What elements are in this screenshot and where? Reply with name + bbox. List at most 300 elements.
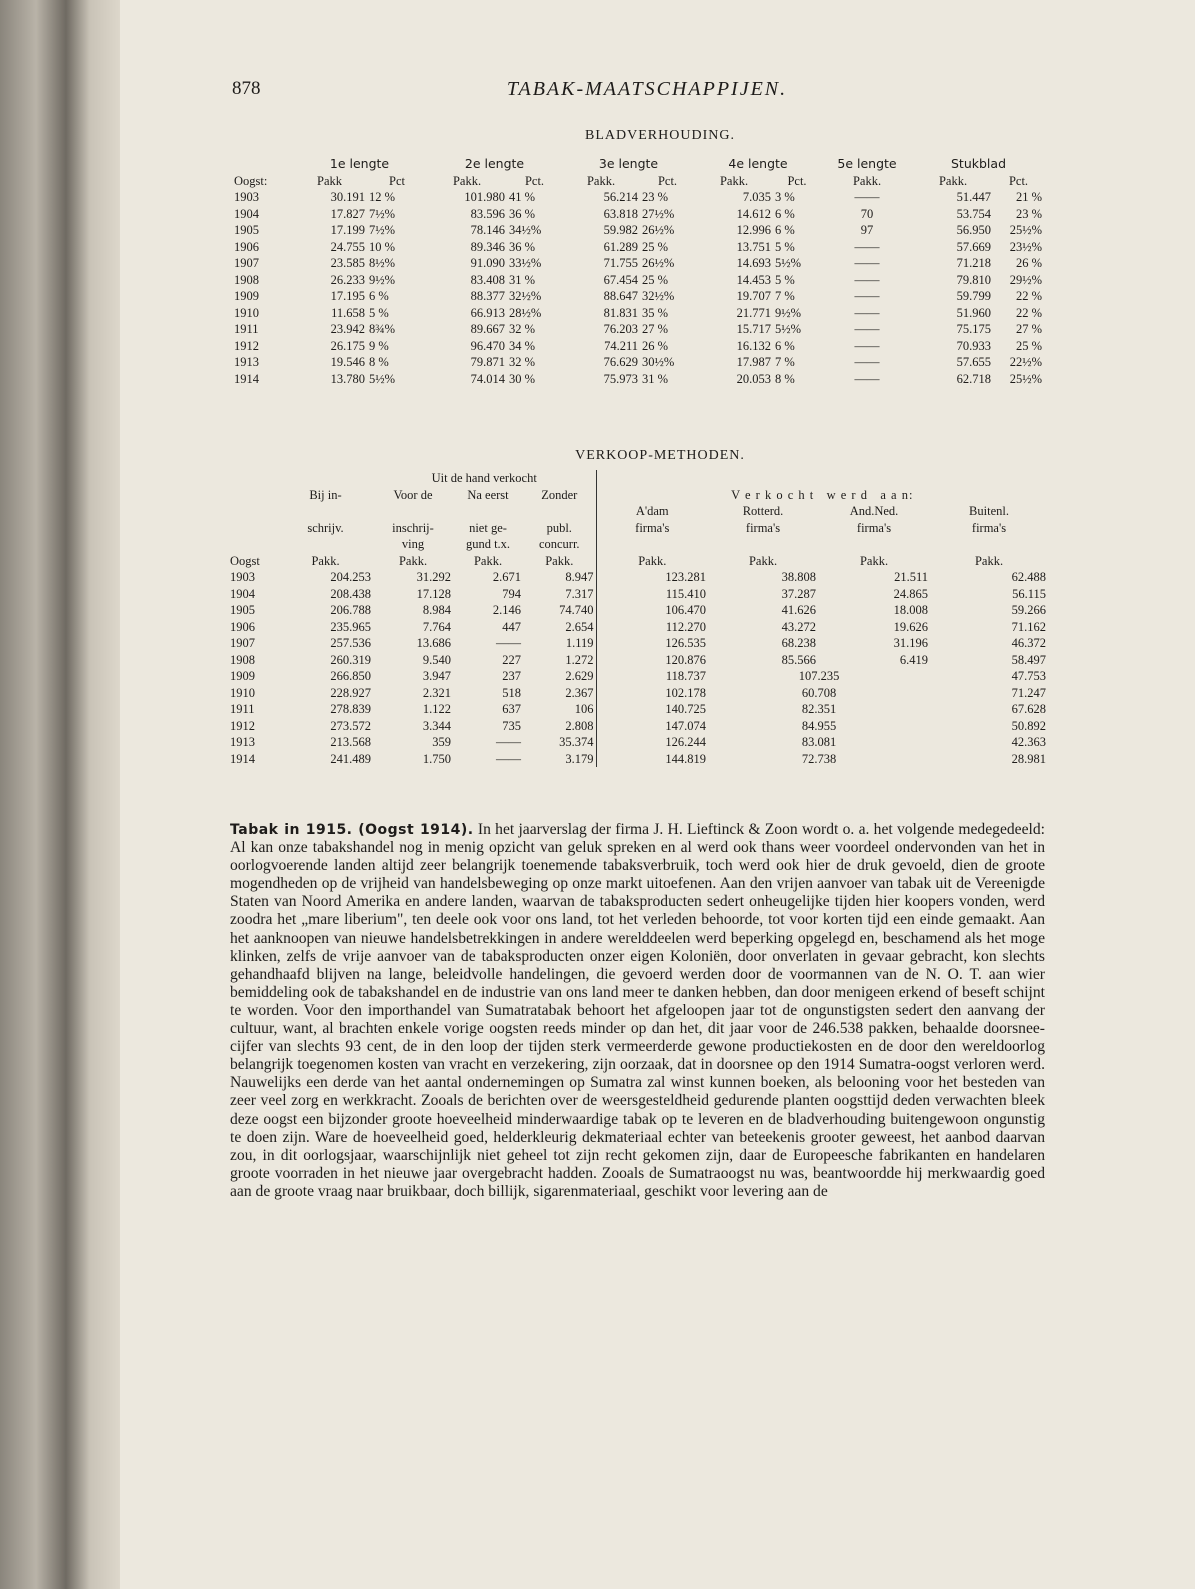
table-cell: 71.247 — [1011, 685, 1046, 700]
table-row — [228, 602, 1048, 619]
bladverhouding-title: BLADVERHOUDING. — [585, 128, 735, 143]
table-cell: 23.585 — [330, 256, 365, 270]
table-row — [232, 222, 1044, 239]
table-cell: 21.511 — [894, 570, 928, 584]
table-cell: —— — [854, 272, 880, 287]
table-cell: Pakk. — [596, 553, 708, 570]
table-cell: 2.808 — [565, 718, 594, 733]
table-cell: 1909 — [230, 669, 255, 683]
header-row — [232, 173, 1044, 190]
table-cell: 1.122 — [422, 702, 451, 716]
table-cell: 19.626 — [893, 619, 928, 634]
table-cell: 5 % — [775, 272, 795, 287]
table-row — [232, 206, 1044, 223]
table-cell: 66.913 — [470, 305, 505, 320]
table-cell: 118.737 — [596, 668, 708, 685]
table-cell: 24.865 — [893, 586, 928, 601]
table-cell: Pakk. — [398, 553, 428, 568]
table-cell: 7½% — [369, 206, 396, 221]
table-row — [232, 305, 1044, 322]
table-cell: 71.218 — [956, 256, 991, 270]
table-cell: 58.497 — [1011, 652, 1046, 667]
table-cell — [228, 536, 278, 553]
table-cell: 28½% — [509, 305, 542, 320]
table-cell: 28.981 — [1011, 751, 1046, 766]
table-cell: concurr. — [538, 537, 580, 551]
table-row — [232, 371, 1044, 388]
table-cell: 266.850 — [330, 669, 371, 683]
table-cell: Rotterd. — [742, 504, 784, 518]
table-cell: 32½% — [509, 289, 542, 303]
table-cell: 1913 — [230, 735, 255, 749]
table-cell: Na eerst — [467, 487, 509, 502]
table-cell: 3e lengte — [598, 156, 659, 171]
table-cell: 32 % — [509, 322, 536, 336]
table-cell: Pakk — [317, 173, 342, 188]
table-cell: 115.410 — [596, 586, 708, 603]
table-cell: 31 % — [642, 371, 669, 386]
table-cell: 91.090 — [470, 256, 505, 270]
table-cell — [453, 503, 523, 520]
table-cell — [232, 156, 292, 173]
table-cell: 27 % — [1015, 322, 1042, 336]
table-cell: 17.195 — [330, 289, 365, 303]
table-cell: 1e lengte — [329, 156, 390, 171]
table-cell: Pakk. — [938, 173, 968, 188]
table-cell: 237 — [502, 669, 521, 683]
table-cell: —— — [496, 636, 521, 650]
table-cell: 13.686 — [416, 636, 451, 650]
header-row — [228, 487, 1048, 504]
table-cell — [278, 503, 373, 520]
table-cell: 5 % — [369, 305, 389, 320]
header-row — [228, 520, 1048, 537]
table-cell: 41.626 — [781, 603, 816, 617]
header-row — [228, 503, 1048, 520]
table-cell: 8½% — [369, 256, 396, 270]
table-cell — [818, 536, 930, 553]
table-cell: 6 % — [369, 289, 389, 303]
table-cell: 67.628 — [1011, 702, 1046, 716]
table-cell: 273.572 — [330, 718, 371, 733]
table-cell: Pct — [389, 173, 405, 188]
table-cell — [373, 503, 453, 520]
table-row — [228, 734, 1048, 751]
table-cell: 74.014 — [470, 371, 505, 386]
table-cell: 89.667 — [470, 322, 505, 336]
table-row — [228, 652, 1048, 669]
table-cell: 30 % — [509, 371, 536, 386]
table-cell: 208.438 — [330, 586, 371, 601]
table-cell: 68.238 — [781, 636, 816, 650]
table-cell: 7 % — [775, 355, 795, 369]
table-row — [232, 288, 1044, 305]
verkoop-title: VERKOOP-METHODEN. — [575, 448, 745, 463]
table-cell: Pakk. — [852, 173, 882, 188]
table-cell: 36 % — [509, 239, 536, 254]
table-cell: 1912 — [230, 718, 255, 733]
table-cell: V e r k o c h t w e r d a a n: — [596, 487, 1048, 504]
table-cell: 1.750 — [422, 751, 451, 766]
table-cell: 51.960 — [956, 305, 991, 320]
table-cell: 75.973 — [603, 371, 638, 386]
table-cell: 25½% — [1009, 223, 1042, 237]
table-cell: 35 % — [642, 305, 669, 320]
table-cell: 53.754 — [956, 206, 991, 221]
table-row — [232, 255, 1044, 272]
table-cell: 9.540 — [422, 652, 451, 667]
table-cell: 19.707 — [736, 289, 771, 303]
table-cell: firma's — [745, 520, 781, 535]
table-cell: 62.718 — [956, 371, 991, 386]
table-cell: —— — [854, 190, 880, 204]
table-cell: 140.725 — [596, 701, 708, 718]
table-cell: Oogst — [230, 553, 260, 568]
table-cell: 57.669 — [956, 239, 991, 254]
table-cell — [228, 520, 278, 537]
table-row — [228, 586, 1048, 603]
table-cell: 6 % — [775, 338, 795, 353]
table-cell: 213.568 — [330, 735, 371, 749]
table-cell: 71.755 — [603, 256, 638, 270]
table-cell: 359 — [432, 735, 451, 749]
table-cell: 34 % — [509, 338, 536, 353]
table-cell: —— — [854, 239, 880, 254]
table-cell: 206.788 — [330, 603, 371, 617]
table-cell: 106 — [574, 702, 594, 716]
table-cell: 30.191 — [330, 190, 365, 204]
table-cell: 76.203 — [603, 322, 638, 336]
table-cell: 74.740 — [559, 603, 594, 617]
table-cell: 20.053 — [736, 371, 771, 386]
table-cell: 67.454 — [603, 272, 638, 287]
table-cell — [228, 470, 373, 487]
table-cell: 26 % — [642, 338, 669, 353]
table-cell: 22½% — [1009, 355, 1042, 369]
table-cell: —— — [854, 305, 880, 320]
table-cell: Stukblad — [951, 156, 1006, 171]
page-number: 878 — [232, 78, 261, 99]
table-cell: 1914 — [234, 371, 259, 386]
table-cell: 42.363 — [1011, 735, 1046, 749]
table-cell: 1906 — [230, 619, 255, 634]
table-row — [228, 751, 1048, 768]
table-cell: 81.831 — [603, 305, 638, 320]
table-cell: 2.629 — [565, 669, 594, 683]
table-cell: 46.372 — [1011, 636, 1046, 650]
table-cell: 57.655 — [956, 355, 991, 369]
table-row — [228, 718, 1048, 735]
article-lead: Tabak in 1915. (Oogst 1914). — [230, 822, 474, 838]
table-cell: 9 % — [369, 338, 389, 353]
table-cell: Bij in- — [309, 487, 342, 502]
table-cell: 14.453 — [736, 272, 771, 287]
table-cell: Pakk. — [859, 553, 889, 568]
table-cell: 2.321 — [422, 685, 451, 700]
table-cell: 76.629 — [603, 355, 638, 369]
table-cell: Pct. — [787, 173, 807, 188]
table-cell: 1904 — [234, 206, 259, 221]
table-cell: 1909 — [234, 289, 259, 303]
table-cell: 278.839 — [330, 702, 371, 716]
table-cell: 204.253 — [330, 570, 371, 584]
article-body: In het jaarverslag der firma J. H. Lieftinck & Zoon wordt o. a. het volgende medegedeeld: Al kan onze tabakshandel nog in menig opzicht van geluk spreken en al werd ook thans weer voordeel ondervonden van het in oorlogvoerende landen altijd zeer belangrijk toenemende tabaksverbruik, toch werd ook hier de druk gevoeld, dien de groote mogendheden op de vrijheid van handelsbeweging op onze markt uitoefenen. Aan den vrijen aanvoer van tabak uit de Vereenigde Staten van Noord Amerika en andere landen, waarvan de tabaksproducten sedert onheugelijke tijden hier koopers vonden, werd zoodra het „mare liberium", ten deele ook voor ons land, tot het verleden behoorde, tot voor korten tijd een einde gemaakt. Aan het aanknoopen van nieuwe handelsbetrekkingen in andere werelddeelen werd beperking opgelegd en, beschamend als het moge klinken, zelfs de vrije aanvoer van de tabaksproducten onzer eigen Koloniën, door onverlaten in gevaar gebracht, kon slechts gehandhaafd blijven na lange, beleidvolle handelingen, die gevoerd werden door de voormannen van de N. O. T. aan wier bemiddeling ook de tabakshandel en de industrie van ons land meer te danken hebben, dan door menigeen erkend of beseft schijnt te worden. Voor den importhandel van Sumatratabak behoort het afgeloopen jaar tot de ongunstigsten sedert den aanvang der cultuur, want, al brachten enkele vorige oogsten reeds minder op dan het, dit jaar voor de 246.538 pakken, behaalde doorsnee-cijfer van slechts 93 cent, de in den loop der tijden sterk vermeerderde gewone productiekosten en de door den wereldoorlog belangrijk toegenomen kosten van vracht en verzekering, zijn oorzaak, dat in doorsnee op den 1914 Sumatra-oogst verloren werd. Nauwelijks een derde van het aantal ondernemingen op Sumatra zal winst kunnen boeken, als belooning voor het besteden van zeer veel zorg en werkkracht. Zooals de berichten over de weersgesteldheid gedurende planten oogsttijd deden verwachten bleek deze oogst een bijzonder groote hoeveelheid minderwaardige tabak op te leveren en de bladverhouding buitengewoon ongunstig te doen zijn. Ware de hoeveelheid goed, helderkleurig dekmateriaal echter van beteekenis grooter geweest, het aanbod daarvan zou, in dit oorlogsjaar, waarschijnlijk niet geheel tot zijn recht gekomen zijn, daar de Europeesche fabrikanten en handelaren groote voorraden in het nieuwe jaar overgebracht hadden. Zooals de Sumatraoogst nu was, beantwoordde hij merkwaardig goed aan de groote vraag naar bruikbaar, doch billijk, sigarenmateriaal, geschikt voor levering aan de — [230, 821, 1045, 1200]
table-cell: inschrij- — [392, 520, 434, 535]
table-cell: 7.764 — [422, 619, 451, 634]
table-cell: 71.162 — [1011, 619, 1046, 634]
table-cell: 22 % — [1015, 305, 1042, 320]
table-cell: 59.266 — [1011, 603, 1046, 617]
table-cell: 78.146 — [470, 223, 505, 237]
table-cell — [596, 536, 708, 553]
table-cell: 14.693 — [736, 256, 771, 270]
table-cell: Uit de hand verkocht — [431, 471, 537, 485]
table-cell: 18.008 — [893, 603, 928, 617]
table-cell: Pct. — [524, 173, 545, 188]
table-cell: 13.780 — [330, 371, 365, 386]
table-cell: 2.367 — [565, 685, 594, 700]
table-cell: 51.447 — [956, 190, 991, 204]
table-cell: 12.996 — [736, 223, 771, 237]
table-cell: 23.942 — [330, 322, 365, 336]
table-cell: 32½% — [642, 289, 675, 303]
table-cell: 101.980 — [464, 190, 505, 204]
header-row — [228, 553, 1048, 570]
table-cell: 56.214 — [603, 190, 638, 204]
table-cell: 79.871 — [470, 355, 505, 369]
table-cell: 31.292 — [416, 570, 451, 584]
table-row — [228, 569, 1048, 586]
table-cell: Zonder — [541, 487, 578, 502]
table-cell: 126.535 — [596, 635, 708, 652]
bladverhouding-table — [232, 156, 1044, 387]
table-cell: 16.132 — [736, 338, 771, 353]
table-cell: 3.179 — [565, 751, 594, 766]
book-binding — [0, 0, 120, 1589]
table-cell: —— — [854, 338, 880, 353]
table-cell: 13.751 — [736, 239, 771, 254]
table-cell: Pakk. — [586, 173, 616, 188]
table-cell: Oogst: — [234, 173, 268, 188]
table-row — [232, 189, 1044, 206]
table-cell: 79.810 — [956, 272, 991, 287]
table-cell: 25 % — [642, 239, 669, 254]
table-cell: 50.892 — [1011, 718, 1046, 733]
table-cell: 24.755 — [330, 239, 365, 254]
table-cell: 1910 — [230, 685, 255, 700]
table-cell: 102.178 — [596, 685, 708, 702]
table-cell: firma's — [596, 520, 708, 537]
article-text — [230, 821, 1045, 1201]
table-cell: 2e lengte — [464, 156, 525, 171]
table-cell: 1907 — [230, 636, 255, 650]
table-cell: 14.612 — [736, 206, 771, 221]
table-cell — [596, 470, 1048, 487]
table-cell: 70.933 — [956, 338, 991, 353]
table-row — [228, 668, 1048, 685]
table-cell: 61.289 — [603, 239, 638, 254]
table-cell: 123.281 — [596, 569, 708, 586]
table-cell: 260.319 — [330, 652, 371, 667]
header-row — [228, 470, 1048, 487]
table-cell: 257.536 — [330, 636, 371, 650]
table-cell: 47.753 — [1011, 669, 1046, 683]
table-cell — [228, 503, 278, 520]
table-cell: 106.470 — [596, 602, 708, 619]
table-cell: 83.596 — [470, 206, 505, 221]
table-cell: 27½% — [642, 206, 675, 221]
table-cell: Pakk. — [545, 553, 574, 568]
table-cell: 241.489 — [330, 751, 371, 766]
table-cell: Voor de — [393, 487, 433, 502]
table-cell: Pakk. — [311, 553, 340, 568]
table-cell: 88.647 — [603, 289, 638, 303]
table-cell: 72.738 — [801, 751, 837, 766]
table-cell: Buitenl. — [969, 504, 1009, 518]
table-cell: 4e lengte — [728, 156, 788, 171]
table-cell: 34½% — [509, 223, 542, 237]
table-cell: 74.211 — [604, 338, 638, 353]
table-cell: 29½% — [1009, 272, 1042, 287]
table-cell: 88.377 — [470, 289, 505, 303]
table-cell: 1905 — [234, 223, 259, 237]
table-cell: niet ge- — [469, 520, 507, 535]
table-cell: 107.235 — [798, 669, 840, 683]
table-row — [228, 635, 1048, 652]
table-cell: 7½% — [369, 223, 396, 237]
table-cell: gund t.x. — [465, 537, 511, 551]
table-cell: firma's — [971, 520, 1007, 535]
table-cell: 1905 — [230, 603, 255, 617]
table-cell: 11.658 — [331, 305, 365, 320]
table-cell: And.Ned. — [849, 504, 899, 518]
table-cell: 637 — [502, 702, 521, 716]
table-cell — [708, 536, 818, 553]
table-cell: 56.115 — [1012, 586, 1046, 601]
table-cell: 1911 — [230, 702, 255, 716]
table-cell: Pakk. — [974, 553, 1004, 568]
table-cell: Pakk. — [452, 173, 482, 188]
table-cell: 235.965 — [330, 619, 371, 634]
table-cell: 17.827 — [330, 206, 365, 221]
table-cell: 1912 — [234, 338, 259, 353]
table-row — [232, 354, 1044, 371]
table-cell: 1903 — [234, 190, 259, 204]
table-cell: Pakk. — [748, 553, 778, 568]
table-cell: A'dam — [596, 503, 708, 520]
table-cell: 5½% — [775, 322, 802, 336]
table-cell: 735 — [502, 718, 521, 733]
table-cell: 15.717 — [736, 322, 771, 336]
table-cell: 85.566 — [781, 652, 816, 667]
table-cell: 112.270 — [596, 619, 708, 636]
table-cell: 36 % — [509, 206, 536, 221]
table-cell: —— — [854, 256, 880, 270]
table-cell: 1910 — [234, 305, 259, 320]
table-cell: 83.408 — [470, 272, 505, 287]
table-cell: 25½% — [1009, 371, 1042, 386]
table-cell: 9½% — [775, 305, 802, 320]
table-cell: 1906 — [234, 239, 259, 254]
table-cell: 23½% — [1009, 239, 1042, 254]
table-cell: 89.346 — [470, 239, 505, 254]
table-cell: 3.947 — [422, 669, 451, 683]
table-cell: Pakk. — [473, 553, 503, 568]
table-cell: 447 — [502, 619, 521, 634]
table-cell: 17.987 — [736, 355, 771, 369]
table-cell: —— — [854, 289, 880, 303]
table-cell: 1908 — [234, 272, 259, 287]
table-cell: 2.671 — [492, 570, 521, 584]
table-cell: 26.233 — [330, 272, 365, 287]
table-cell: 96.470 — [470, 338, 505, 353]
table-cell: 21.771 — [736, 305, 771, 320]
table-cell: —— — [496, 751, 521, 766]
table-cell: 2.654 — [565, 619, 594, 634]
table-cell — [523, 503, 596, 520]
table-cell: 30½% — [642, 355, 675, 369]
table-cell: 33½% — [509, 256, 542, 270]
table-cell: 38.808 — [781, 570, 816, 584]
table-cell: 3 % — [775, 190, 795, 204]
table-cell: 228.927 — [330, 685, 371, 700]
table-cell: 23 % — [1015, 206, 1042, 221]
header-row — [228, 536, 1048, 553]
table-row — [228, 701, 1048, 718]
table-cell: 6.419 — [899, 652, 928, 667]
table-cell: 1.272 — [565, 652, 594, 667]
header-row — [232, 156, 1044, 173]
table-cell: 147.074 — [596, 718, 708, 735]
table-cell: 7.035 — [742, 190, 771, 204]
table-cell: 5½% — [775, 256, 802, 270]
table-cell: 75.175 — [956, 322, 991, 336]
table-cell: 31 % — [509, 272, 536, 287]
table-cell: 26.175 — [330, 338, 365, 353]
table-cell: —— — [496, 735, 521, 749]
table-cell: Pct. — [657, 173, 678, 188]
table-cell: 60.708 — [801, 685, 837, 700]
table-cell: 63.818 — [603, 206, 638, 221]
table-cell: 17.199 — [330, 223, 365, 237]
table-cell: ving — [401, 537, 425, 551]
table-cell: 8 % — [775, 371, 795, 386]
table-cell: 23 % — [642, 190, 669, 204]
table-row — [232, 321, 1044, 338]
table-cell: 26½% — [642, 223, 675, 237]
table-cell: 1914 — [230, 751, 255, 766]
table-cell: 82.351 — [801, 702, 837, 716]
table-cell: 1907 — [234, 256, 259, 270]
table-cell: 6 % — [775, 223, 795, 237]
table-cell: 8.947 — [565, 570, 594, 584]
table-cell: 43.272 — [781, 619, 816, 634]
table-cell: 1911 — [234, 322, 259, 336]
table-cell: 7.317 — [565, 586, 594, 601]
table-cell: 5 % — [775, 239, 795, 254]
table-cell — [930, 536, 1048, 553]
table-cell: 31.196 — [893, 636, 928, 650]
table-cell: 1908 — [230, 652, 255, 667]
table-cell: 26½% — [642, 256, 675, 270]
table-cell: 41 % — [509, 190, 536, 204]
table-cell: 5e lengte — [837, 156, 897, 171]
table-cell: 37.287 — [781, 586, 816, 601]
verkoop-table — [228, 470, 1048, 767]
table-cell: Pakk. — [719, 173, 749, 188]
table-cell: 8¾% — [369, 322, 396, 336]
table-cell: 6 % — [775, 206, 795, 221]
